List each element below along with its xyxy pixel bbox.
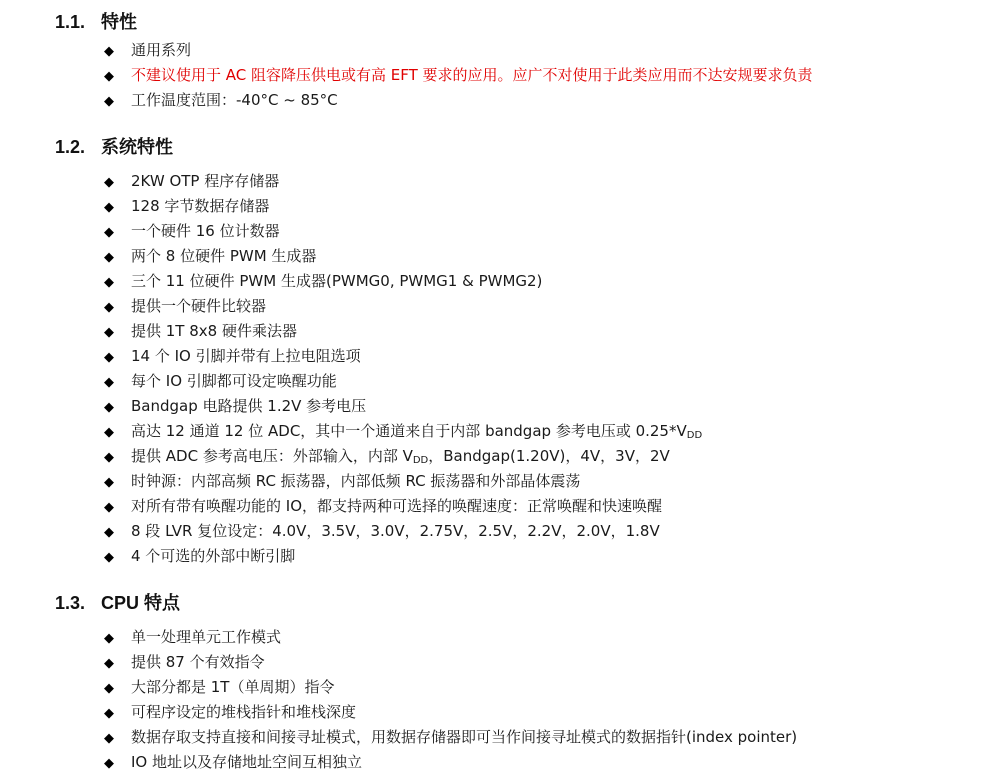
list-item [104, 625, 797, 650]
list-item-text: 工作温度范围：-40°C ~ 85°C [131, 91, 338, 109]
list-item [104, 494, 702, 519]
list-item [104, 244, 702, 269]
diamond-bullet-icon: ◆ [104, 44, 114, 59]
section-heading [55, 11, 137, 33]
list-item-text: 高达 12 通道 12 位 ADC，其中一个通道来自于内部 bandgap 参考电压或 0.25*V [131, 422, 687, 440]
list-item [104, 700, 797, 725]
list-item-text-continued: ，Bandgap(1.20V)，4V，3V，2V [428, 447, 670, 465]
list-item-text: 大部分都是 1T（单周期）指令 [131, 678, 335, 696]
section-title: 系统特性 [101, 137, 173, 157]
list-item-text: 单一处理单元工作模式 [131, 628, 282, 646]
diamond-bullet-icon: ◆ [104, 450, 114, 465]
list-item [104, 394, 702, 419]
diamond-bullet-icon: ◆ [104, 300, 114, 315]
list-item [104, 519, 702, 544]
diamond-bullet-icon: ◆ [104, 475, 114, 490]
list-item [104, 88, 813, 113]
diamond-bullet-icon: ◆ [104, 325, 114, 340]
list-item [104, 344, 702, 369]
feature-list [104, 625, 797, 775]
list-item-text: 不建议使用于 AC 阻容降压供电或有高 EFT 要求的应用。应广不对使用于此类应用而不达安规要求负责 [131, 66, 813, 84]
feature-list [104, 38, 813, 113]
list-item-text: 每个 IO 引脚都可设定唤醒功能 [131, 372, 337, 390]
list-item-text: 提供 ADC 参考高电压：外部输入，内部 V [131, 447, 413, 465]
list-item-text: 对所有带有唤醒功能的 IO，都支持两种可选择的唤醒速度：正常唤醒和快速唤醒 [131, 497, 663, 515]
list-item-text: 2KW OTP 程序存储器 [131, 172, 280, 190]
list-item [104, 319, 702, 344]
list-item-text: 两个 8 位硬件 PWM 生成器 [131, 247, 317, 265]
diamond-bullet-icon: ◆ [104, 500, 114, 515]
section-heading [55, 136, 173, 158]
subscript: DD [686, 430, 703, 441]
list-item-text: 时钟源：内部高频 RC 振荡器，内部低频 RC 振荡器和外部晶体震荡 [131, 472, 581, 490]
list-item-text: 提供 87 个有效指令 [131, 653, 265, 671]
list-item [104, 369, 702, 394]
list-item-text: 8 段 LVR 复位设定：4.0V，3.5V，3.0V，2.75V，2.5V，2.2V，2.0V，1.8V [131, 522, 660, 540]
section-heading [55, 592, 180, 614]
list-item-text: 通用系列 [131, 41, 192, 59]
diamond-bullet-icon: ◆ [104, 375, 114, 390]
list-item [104, 750, 797, 775]
list-item-text: 提供一个硬件比较器 [131, 297, 267, 315]
list-item-text: 数据存取支持直接和间接寻址模式，用数据存储器即可当作间接寻址模式的数据指针(index pointer) [131, 728, 798, 746]
diamond-bullet-icon: ◆ [104, 400, 114, 415]
list-item [104, 269, 702, 294]
list-item-text: 可程序设定的堆栈指针和堆栈深度 [131, 703, 357, 721]
section-number: 1.2. [55, 137, 86, 157]
section-title: 特性 [101, 12, 137, 32]
diamond-bullet-icon: ◆ [104, 250, 114, 265]
list-item [104, 675, 797, 700]
diamond-bullet-icon: ◆ [104, 425, 114, 440]
list-item [104, 444, 702, 469]
list-item-text: 一个硬件 16 位计数器 [131, 222, 280, 240]
diamond-bullet-icon: ◆ [104, 550, 114, 565]
list-item [104, 294, 702, 319]
list-item-text: 4 个可选的外部中断引脚 [131, 547, 296, 565]
list-item-text: 14 个 IO 引脚并带有上拉电阻选项 [131, 347, 361, 365]
list-item-text: Bandgap 电路提供 1.2V 参考电压 [131, 397, 367, 415]
diamond-bullet-icon: ◆ [104, 681, 114, 696]
list-item [104, 169, 702, 194]
diamond-bullet-icon: ◆ [104, 275, 114, 290]
list-item [104, 469, 702, 494]
list-item [104, 650, 797, 675]
list-item [104, 544, 702, 569]
list-item-text: IO 地址以及存储地址空间互相独立 [131, 753, 363, 771]
list-item [104, 63, 813, 88]
diamond-bullet-icon: ◆ [104, 631, 114, 646]
diamond-bullet-icon: ◆ [104, 200, 114, 215]
list-item [104, 38, 813, 63]
section-number: 1.3. [55, 593, 86, 613]
diamond-bullet-icon: ◆ [104, 706, 114, 721]
diamond-bullet-icon: ◆ [104, 69, 114, 84]
list-item [104, 419, 702, 444]
feature-list [104, 169, 702, 569]
diamond-bullet-icon: ◆ [104, 225, 114, 240]
list-item [104, 194, 702, 219]
list-item [104, 219, 702, 244]
diamond-bullet-icon: ◆ [104, 656, 114, 671]
diamond-bullet-icon: ◆ [104, 94, 114, 109]
diamond-bullet-icon: ◆ [104, 350, 114, 365]
list-item-text: 提供 1T 8x8 硬件乘法器 [131, 322, 297, 340]
diamond-bullet-icon: ◆ [104, 731, 114, 746]
section-number: 1.1. [55, 12, 86, 32]
diamond-bullet-icon: ◆ [104, 525, 114, 540]
list-item-text: 三个 11 位硬件 PWM 生成器(PWMG0, PWMG1 & PWMG2) [131, 272, 543, 290]
list-item [104, 725, 797, 750]
diamond-bullet-icon: ◆ [104, 756, 114, 771]
list-item-text: 128 字节数据存储器 [131, 197, 270, 215]
section-title: CPU 特点 [101, 593, 181, 613]
diamond-bullet-icon: ◆ [104, 175, 114, 190]
subscript: DD [412, 455, 429, 466]
